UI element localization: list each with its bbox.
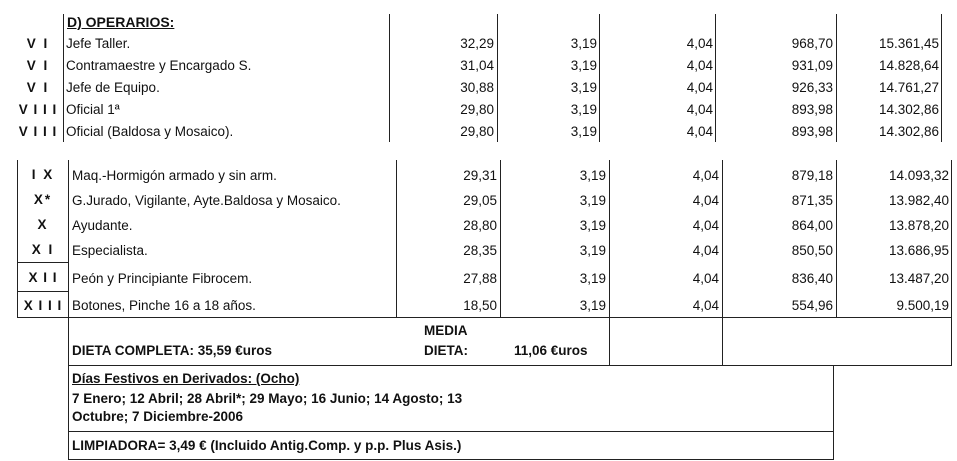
value-cell: 4,04 xyxy=(692,193,719,208)
value-cell: 32,29 xyxy=(460,36,494,51)
value-cell: 13.982,40 xyxy=(888,193,949,208)
divider xyxy=(63,14,64,142)
level-cell: X* xyxy=(33,192,53,207)
level-cell: V I I I xyxy=(18,102,58,117)
divider xyxy=(951,318,952,365)
value-cell: 4,04 xyxy=(692,298,719,313)
divider xyxy=(836,160,837,318)
divider xyxy=(836,14,837,142)
divider xyxy=(833,365,834,460)
value-cell: 3,19 xyxy=(579,243,606,258)
value-cell: 893,98 xyxy=(791,102,833,117)
value-cell: 14.093,32 xyxy=(888,168,949,183)
value-cell: 4,04 xyxy=(686,80,713,95)
media-dieta-value: 11,06 €uros xyxy=(514,343,588,358)
value-cell: 29,31 xyxy=(463,168,497,183)
festivos-dates-line2: Octubre; 7 Diciembre-2006 xyxy=(72,409,244,424)
divider xyxy=(941,14,942,142)
value-cell: 4,04 xyxy=(692,168,719,183)
row-separator xyxy=(17,317,952,318)
value-cell: 14.302,86 xyxy=(878,124,939,139)
level-cell: X I xyxy=(31,242,55,257)
value-cell: 3,19 xyxy=(579,271,606,286)
dieta-label: DIETA: xyxy=(424,343,468,358)
value-cell: 14.302,86 xyxy=(878,102,939,117)
value-cell: 29,80 xyxy=(460,124,494,139)
category-cell: Oficial (Baldosa y Mosaico). xyxy=(66,124,234,139)
value-cell: 836,40 xyxy=(791,271,833,286)
dieta-completa: DIETA COMPLETA: 35,59 €uros xyxy=(72,343,273,358)
divider xyxy=(722,160,723,318)
value-cell: 4,04 xyxy=(686,36,713,51)
value-cell: 3,19 xyxy=(579,218,606,233)
value-cell: 4,04 xyxy=(686,102,713,117)
value-cell: 3,19 xyxy=(579,168,606,183)
value-cell: 15.361,45 xyxy=(878,36,939,51)
category-cell: Oficial 1ª xyxy=(66,102,120,117)
divider xyxy=(68,160,69,318)
level-cell: X xyxy=(37,217,49,232)
level-cell: X I I xyxy=(28,270,58,285)
level-cell: X I I I xyxy=(23,298,63,313)
category-cell: Ayudante. xyxy=(72,218,133,233)
value-cell: 3,19 xyxy=(579,193,606,208)
divider xyxy=(500,160,501,318)
value-cell: 4,04 xyxy=(692,218,719,233)
category-cell: Peón y Principiante Fibrocem. xyxy=(72,271,253,286)
value-cell: 29,05 xyxy=(463,193,497,208)
value-cell: 554,96 xyxy=(791,298,833,313)
divider xyxy=(68,318,69,460)
value-cell: 850,50 xyxy=(791,243,833,258)
value-cell: 27,88 xyxy=(463,271,497,286)
category-cell: Contramaestre y Encargado S. xyxy=(66,58,252,73)
category-cell: Botones, Pinche 16 a 18 años. xyxy=(72,298,256,313)
value-cell: 879,18 xyxy=(791,168,833,183)
level-cell: V I xyxy=(26,80,50,95)
divider xyxy=(497,14,498,142)
value-cell: 968,70 xyxy=(791,36,833,51)
value-cell: 14.828,64 xyxy=(878,58,939,73)
divider xyxy=(396,160,397,318)
level-cell: V I xyxy=(26,58,50,73)
value-cell: 3,19 xyxy=(570,36,597,51)
category-cell: Maq.-Hormigón armado y sin arm. xyxy=(72,168,277,183)
row-separator xyxy=(17,291,68,292)
value-cell: 3,19 xyxy=(570,124,597,139)
value-cell: 13.686,95 xyxy=(888,243,949,258)
divider xyxy=(389,14,390,142)
value-cell: 931,09 xyxy=(791,58,833,73)
box-border xyxy=(68,459,834,460)
value-cell: 13.878,20 xyxy=(888,218,949,233)
festivos-dates-line1: 7 Enero; 12 Abril; 28 Abril*; 29 Mayo; 16 Junio; 14 Agosto; 13 xyxy=(72,391,463,406)
limpiadora-note: LIMPIADORA= 3,49 € (Incluido Antig.Comp. y p.p. Plus Asis.) xyxy=(72,438,462,453)
divider xyxy=(951,160,952,318)
value-cell: 4,04 xyxy=(686,58,713,73)
divider xyxy=(609,318,610,365)
value-cell: 14.761,27 xyxy=(878,80,939,95)
value-cell: 18,50 xyxy=(463,298,497,313)
category-cell: G.Jurado, Vigilante, Ayte.Baldosa y Mosaico. xyxy=(72,193,341,208)
value-cell: 3,19 xyxy=(570,80,597,95)
value-cell: 4,04 xyxy=(692,243,719,258)
box-border xyxy=(68,431,834,432)
value-cell: 29,80 xyxy=(460,102,494,117)
value-cell: 3,19 xyxy=(570,58,597,73)
category-cell: Especialista. xyxy=(72,243,148,258)
category-cell: Jefe Taller. xyxy=(66,36,131,51)
category-cell: Jefe de Equipo. xyxy=(66,80,160,95)
level-cell: I X xyxy=(31,167,55,182)
value-cell: 3,19 xyxy=(579,298,606,313)
divider xyxy=(715,14,716,142)
value-cell: 30,88 xyxy=(460,80,494,95)
value-cell: 926,33 xyxy=(791,80,833,95)
divider xyxy=(722,318,723,365)
value-cell: 28,80 xyxy=(463,218,497,233)
level-cell: V I I I xyxy=(18,124,58,139)
value-cell: 4,04 xyxy=(686,124,713,139)
value-cell: 9.500,19 xyxy=(896,298,949,313)
value-cell: 13.487,20 xyxy=(888,271,949,286)
media-label: MEDIA xyxy=(424,323,468,338)
divider xyxy=(599,14,600,142)
value-cell: 3,19 xyxy=(570,102,597,117)
festivos-title: Días Festivos en Derivados: (Ocho) xyxy=(72,371,300,386)
row-separator xyxy=(17,262,68,263)
divider xyxy=(17,160,18,318)
level-cell: V I xyxy=(26,36,50,51)
value-cell: 893,98 xyxy=(791,124,833,139)
box-border xyxy=(68,365,952,366)
value-cell: 28,35 xyxy=(463,243,497,258)
value-cell: 4,04 xyxy=(692,271,719,286)
value-cell: 31,04 xyxy=(460,58,494,73)
value-cell: 871,35 xyxy=(791,193,833,208)
divider xyxy=(609,160,610,318)
value-cell: 864,00 xyxy=(791,218,833,233)
section-title: D) OPERARIOS: xyxy=(67,14,175,30)
